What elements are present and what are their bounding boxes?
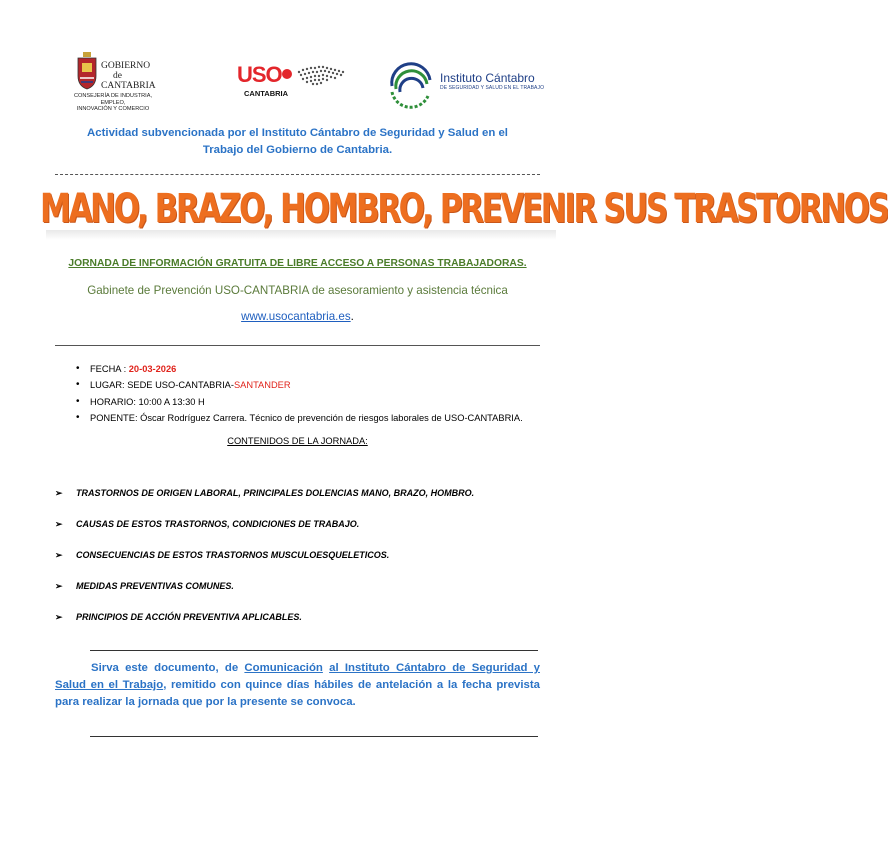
fecha-label: FECHA :	[90, 364, 127, 374]
page-title: MANO, BRAZO, HOMBRO, PREVENIR SUS TRASTORNOS	[40, 186, 888, 233]
contenidos-heading: CONTENIDOS DE LA JORNADA:	[227, 436, 368, 446]
instituto-cantabro-logo	[386, 60, 436, 110]
arrow-bullet-icon: ➢	[55, 612, 63, 622]
gobierno-consejeria	[63, 93, 163, 113]
fecha-row	[76, 361, 523, 377]
consejeria-line: INNOVACIÓN Y COMERCIO	[76, 106, 150, 113]
svg-text:USO: USO	[237, 62, 282, 87]
website-suffix: .	[350, 310, 354, 323]
ponente-row	[76, 410, 523, 426]
topic-text: TRASTORNOS DE ORIGEN LABORAL, PRINCIPALES DOLENCIAS MANO, BRAZO, HOMBRO.	[76, 488, 475, 498]
topic-list	[55, 487, 474, 642]
topic-text: PRINCIPIOS DE ACCIÓN PREVENTIVA APLICABLES.	[76, 612, 302, 622]
gabinete-line: Gabinete de Prevención USO-CANTABRIA de asesoramiento y asistencia técnica	[87, 284, 508, 297]
horario-row	[76, 394, 523, 410]
lugar-label: LUGAR: SEDE USO-CANTABRIA-	[90, 380, 234, 391]
topic-text: CONSECUENCIAS DE ESTOS TRASTORNOS MUSCULOESQUELETICOS.	[76, 550, 390, 560]
instituto-cantabro-name: Instituto Cántabro	[440, 71, 535, 85]
arrow-bullet-icon: ➢	[55, 550, 63, 560]
gobierno-line: GOBIERNO	[101, 61, 151, 71]
arrow-bullet-icon: ➢	[55, 519, 63, 529]
event-details	[76, 361, 523, 426]
ponente-text: PONENTE: Óscar Rodríguez Carrera. Técnico de prevención de riesgos laborales de USO-CANTABRIA.	[90, 412, 523, 423]
list-item	[55, 549, 474, 580]
gobierno-cantabria-logo	[76, 52, 98, 90]
divider	[90, 736, 538, 737]
jornada-heading: JORNADA DE INFORMACIÓN GRATUITA DE LIBRE ACCESO A PERSONAS TRABAJADORAS.	[68, 258, 527, 269]
divider	[55, 174, 540, 175]
fecha-value: 20-03-2026	[128, 364, 177, 374]
divider	[55, 345, 540, 346]
divider	[90, 650, 538, 651]
arrow-bullet-icon: ➢	[55, 581, 63, 591]
subvencion-line: Trabajo del Gobierno de Cantabria.	[202, 144, 393, 156]
website-line	[60, 310, 535, 323]
subvencion-notice	[60, 125, 535, 159]
subvencion-line: Actividad subvencionada por el Instituto Cántabro de Seguridad y Salud en el	[87, 127, 508, 139]
instituto-link[interactable]: Salud en el Trabajo	[55, 679, 164, 691]
lugar-row	[76, 377, 523, 393]
consejeria-line: CONSEJERÍA DE INDUSTRIA, EMPLEO,	[73, 93, 152, 106]
list-item	[55, 611, 474, 642]
website-link[interactable]: www.usocantabria.es	[241, 310, 351, 323]
instituto-cantabro-subtitle: DE SEGURIDAD Y SALUD EN EL TRABAJO	[440, 85, 545, 91]
closing-paragraph	[55, 660, 540, 711]
instituto-link[interactable]: al Instituto Cántabro de Seguridad y	[329, 662, 540, 674]
topic-text: CAUSAS DE ESTOS TRASTORNOS, CONDICIONES DE TRABAJO.	[76, 519, 360, 529]
comunicacion-link[interactable]: Comunicación	[244, 662, 323, 674]
arrow-bullet-icon: ➢	[55, 488, 63, 498]
list-item	[55, 580, 474, 611]
gobierno-cantabria-name	[101, 61, 156, 91]
list-item	[55, 518, 474, 549]
gobierno-line: CANTABRIA	[101, 81, 156, 91]
list-item	[55, 487, 474, 518]
closing-text: Sirva este documento, de	[91, 662, 245, 674]
topic-text: MEDIDAS PREVENTIVAS COMUNES.	[76, 581, 234, 591]
lugar-city: SANTANDER	[233, 380, 291, 391]
closing-text: , remitido con quince días hábiles de antelación a la fecha prevista para realizar la jornada que por la presente se convoca.	[55, 679, 541, 708]
horario-text: HORARIO: 10:00 A 13:30 H	[90, 396, 205, 407]
uso-cantabria-label: CANTABRIA	[244, 89, 289, 98]
gobierno-line: de	[113, 71, 122, 81]
